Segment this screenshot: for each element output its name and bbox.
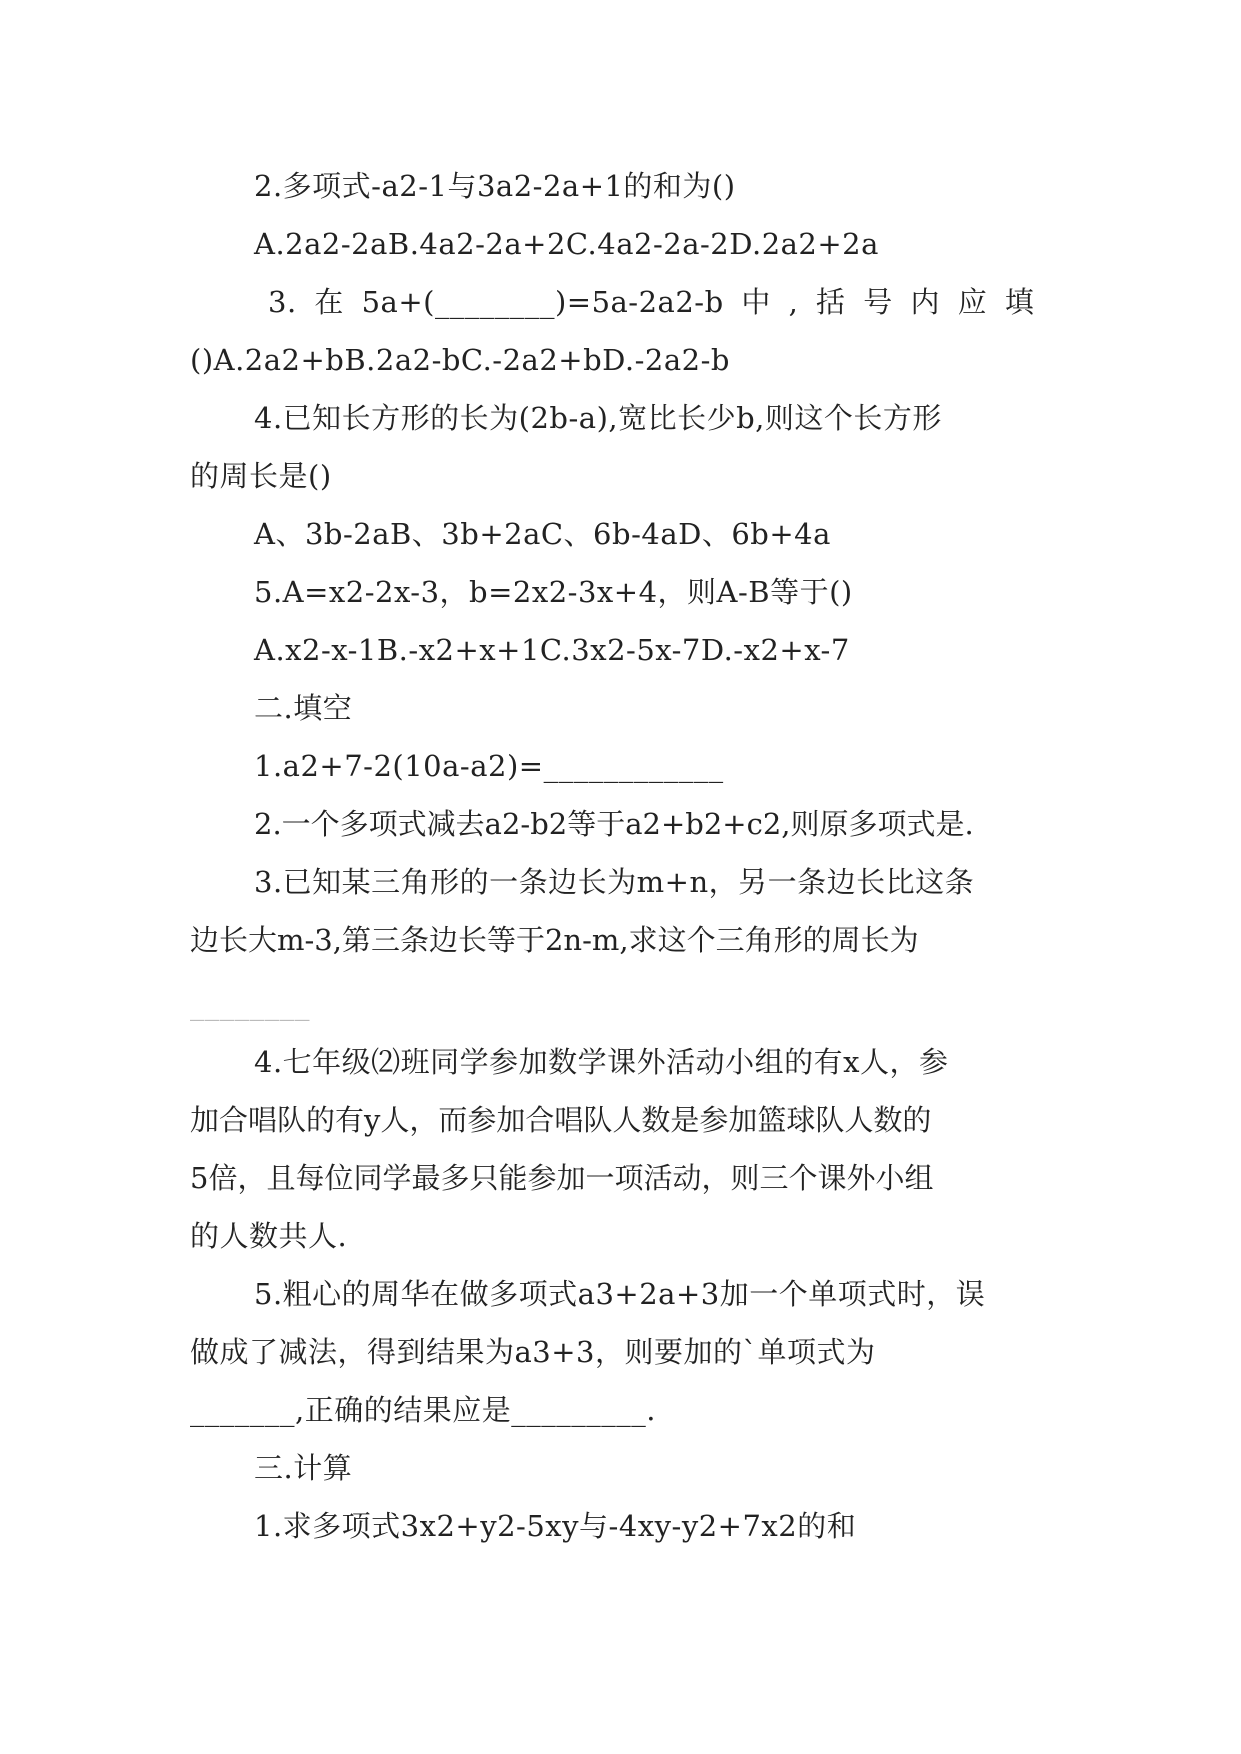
calc-q1: 1.求多项式3x2+y2-5xy与-4xy-y2+7x2的和 — [254, 1509, 857, 1543]
section-fill-in-title: 二.填空 — [254, 691, 353, 725]
fill-q3-blank: ________ — [190, 987, 310, 1021]
q3-stem: 3. 在 5a+(________)=5a-2a2-b 中 , 括 号 内 应 填 — [268, 285, 1035, 319]
fill-q2: 2.一个多项式减去a2-b2等于a2+b2+c2,则原多项式是. — [254, 807, 974, 841]
fill-q3-line1: 3.已知某三角形的一条边长为m+n，另一条边长比这条 — [254, 865, 975, 899]
q2-options: A.2a2-2aB.4a2-2a+2C.4a2-2a-2D.2a2+2a — [254, 227, 879, 261]
fill-q4-line3: 5倍，且每位同学最多只能参加一项活动，则三个课外小组 — [190, 1161, 934, 1195]
q4-stem-line2: 的周长是() — [190, 459, 332, 493]
q3-options: ()A.2a2+bB.2a2-bC.-2a2+bD.-2a2-b — [190, 343, 730, 377]
section-calc-title: 三.计算 — [254, 1451, 353, 1485]
fill-q4-line2: 加合唱队的有y人，而参加合唱队人数是参加篮球队人数的 — [190, 1103, 932, 1137]
q4-options: A、3b-2aB、3b+2aC、6b-4aD、6b+4a — [254, 517, 831, 551]
fill-q3-line2: 边长大m-3,第三条边长等于2n-m,求这个三角形的周长为 — [190, 923, 919, 957]
fill-q5-line3: _______,正确的结果应是_________. — [190, 1393, 656, 1427]
fill-q5-line2: 做成了减法，得到结果为a3+3，则要加的`单项式为 — [190, 1335, 876, 1369]
fill-q4-line4: 的人数共人. — [190, 1219, 348, 1253]
q2-stem: 2.多项式-a2-1与3a2-2a+1的和为() — [254, 169, 736, 203]
q5-options: A.x2-x-1B.-x2+x+1C.3x2-5x-7D.-x2+x-7 — [254, 633, 850, 667]
q5-stem: 5.A=x2-2x-3，b=2x2-3x+4，则A-B等于() — [254, 575, 853, 609]
q4-stem-line1: 4.已知长方形的长为(2b-a),宽比长少b,则这个长方形 — [254, 401, 942, 435]
fill-q1: 1.a2+7-2(10a-a2)=____________ — [254, 749, 724, 783]
fill-q4-line1: 4.七年级⑵班同学参加数学课外活动小组的有x人，参 — [254, 1045, 949, 1079]
fill-q5-line1: 5.粗心的周华在做多项式a3+2a+3加一个单项式时，误 — [254, 1277, 986, 1311]
